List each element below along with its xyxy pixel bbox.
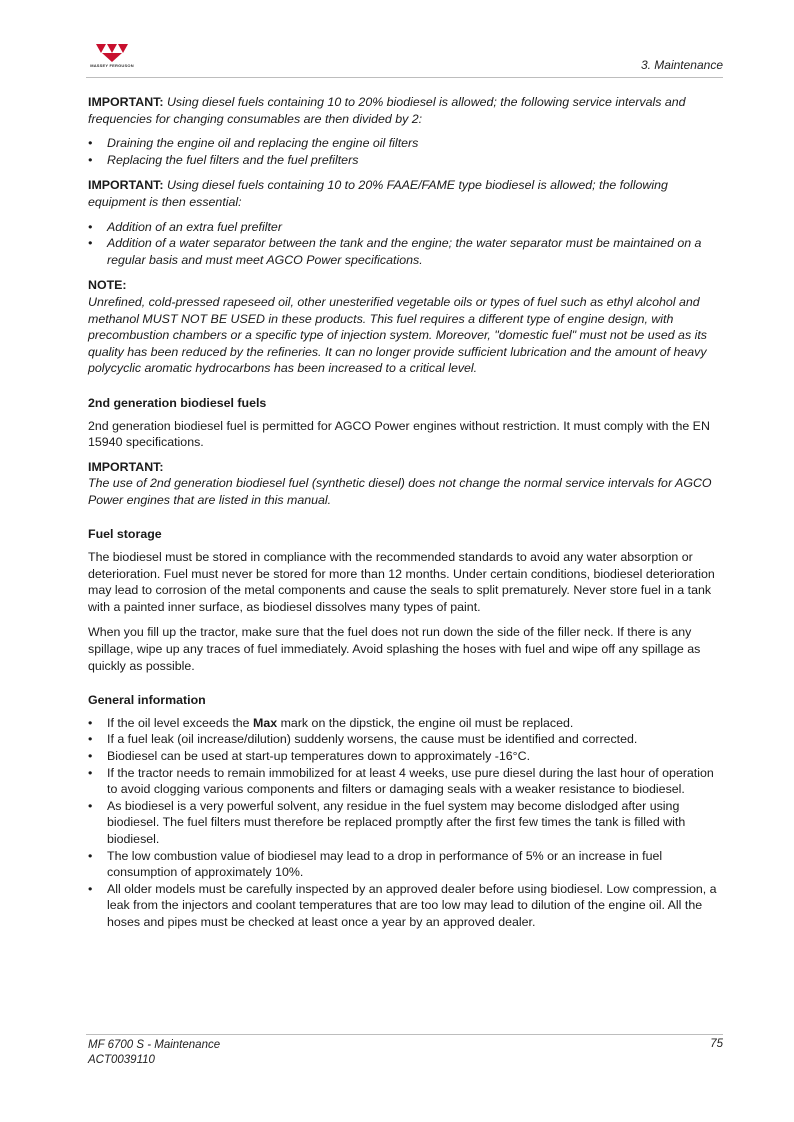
fuel-storage-paragraph-2: When you fill up the tractor, make sure that the fuel does not run down the side of the filler neck. If there is any spillage, wipe up any traces of fuel immediately. Avoid splashing the hoses with fuel and wipe off any spillage as quickly as possible. [88, 625, 701, 673]
list-item: • The low combustion value of biodiesel may lead to a drop in performance of 5% or an increase in fuel consumption of approximately 10%. [88, 848, 723, 881]
footer-doc-code: ACT0039110 [88, 1054, 155, 1066]
page-content [88, 94, 723, 931]
note-text: Unrefined, cold-pressed rapeseed oil, other unesterified vegetable oils or types of fuel such as ethyl alcohol and methanol MUST NOT BE USED in these products. This fuel requires a different type of engine design, with precombustion chambers or a specific type of injection system. Moreover, "domestic fuel" must not be used as its quality has been reduced by the refineries. It can no longer provide sufficient lubrication and the amount of heavy polycyclic aromatic hydrocarbons has been increased to a critical level. [88, 294, 707, 376]
list-item: • If the tractor needs to remain immobilized for at least 4 weeks, use pure diesel during the last hour of operation to avoid clogging various components and filters or damaging seals with a weaker resistance to biodiesel. [88, 765, 723, 798]
footer-doc-info [88, 1038, 220, 1068]
brand-logo [86, 44, 138, 70]
section-heading-2nd-generation: 2nd generation biodiesel fuels [88, 395, 267, 410]
triple-triangle-logo-icon [96, 44, 128, 62]
section-heading-fuel-storage: Fuel storage [88, 527, 162, 542]
header-divider [86, 77, 723, 78]
list-item: • As biodiesel is a very powerful solvent, any residue in the fuel system may become dislodged after using biodiesel. The fuel filters must therefore be replaced promptly after the first few times the tank is filled with biodiesel. [88, 798, 723, 848]
note-label: NOTE: [88, 278, 127, 293]
second-gen-text: 2nd generation biodiesel fuel is permitted for AGCO Power engines without restriction. It must comply with the EN 15940 specifications. [88, 418, 710, 450]
page-number: 75 [710, 1038, 723, 1050]
logo-wordmark: MASSEY FERGUSON [90, 63, 134, 68]
bullet-list-1 [88, 135, 723, 168]
list-item: • Addition of an extra fuel prefilter [88, 219, 723, 236]
section-title: 3. Maintenance [640, 58, 723, 72]
important-label: IMPORTANT: [88, 178, 164, 193]
important-label: IMPORTANT: [88, 459, 164, 474]
footer-divider [86, 1034, 723, 1035]
important-text: Using diesel fuels containing 10 to 20% biodiesel is allowed; the following service intervals and frequencies for changing consumables are then divided by 2: [88, 95, 686, 126]
list-item: • Addition of a water separator between the tank and the engine; the water separator must be maintained on a regular basis and must meet AGCO Power specifications. [88, 235, 723, 268]
list-item: • Biodiesel can be used at start-up temperatures down to approximately -16°C. [88, 748, 723, 765]
list-item: • Replacing the fuel filters and the fuel prefilters [88, 152, 723, 169]
fuel-storage-paragraph-1: The biodiesel must be stored in compliance with the recommended standards to avoid any water absorption or deterioration. Fuel must never be stored for more than 12 months. Under certain conditions, biodiesel deterioration may lead to corrosion of the metal components and cause the seals to split prematurely. Never store fuel in a tank with a painted inner surface, as biodiesel dissolves many types of paint. [88, 550, 715, 614]
section-heading-general-information: General information [88, 693, 206, 708]
important-text: Using diesel fuels containing 10 to 20% FAAE/FAME type biodiesel is allowed; the following equipment is then essential: [88, 178, 668, 209]
list-item: • Draining the engine oil and replacing the engine oil filters [88, 135, 723, 152]
list-item: • If the oil level exceeds the Max mark on the dipstick, the engine oil must be replaced. [88, 715, 723, 732]
important-paragraph-2 [88, 177, 723, 210]
important-label: IMPORTANT: [88, 95, 164, 109]
footer-doc-title: MF 6700 S - Maintenance [88, 1039, 221, 1051]
list-item: • All older models must be carefully inspected by an approved dealer before using biodiesel. Low compression, a leak from the injectors and coolant temperatures that are too low may lead to dilution of the engine oil. All the hoses and pipes must be checked at least once a year by an approved dealer. [88, 881, 723, 931]
important-text: The use of 2nd generation biodiesel fuel (synthetic diesel) does not change the normal service intervals for AGCO Power engines that are listed in this manual. [88, 476, 712, 507]
important-paragraph-1 [88, 94, 723, 127]
list-item: • If a fuel leak (oil increase/dilution) suddenly worsens, the cause must be identified and corrected. [88, 731, 723, 748]
bullet-list-2 [88, 219, 723, 269]
general-info-list [88, 715, 723, 931]
max-mark-label: Max [253, 715, 278, 730]
